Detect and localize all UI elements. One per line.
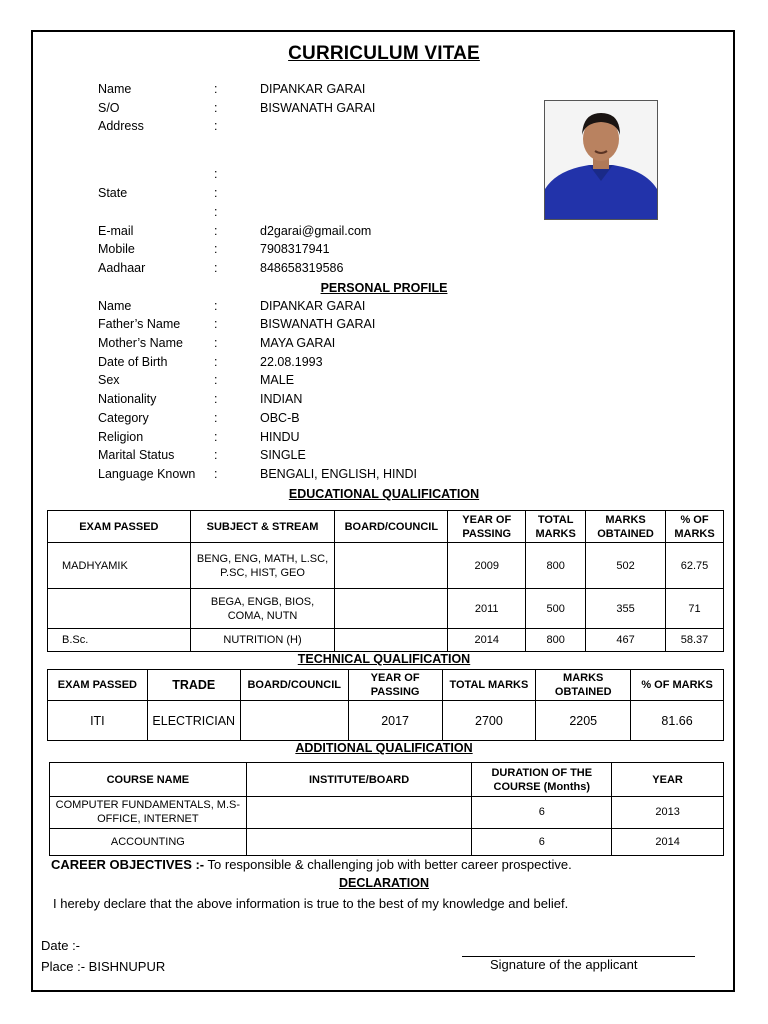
table-cell: 2014 — [448, 628, 526, 651]
value: DIPANKAR GARAI — [260, 82, 366, 96]
value: INDIAN — [260, 392, 303, 406]
person-photo-icon — [545, 101, 657, 219]
colon: : — [214, 119, 218, 133]
value: d2garai@gmail.com — [260, 224, 372, 238]
colon: : — [214, 224, 218, 238]
column-header: COURSE NAME — [50, 763, 247, 797]
value: OBC-B — [260, 411, 300, 425]
table-cell: 2017 — [348, 701, 442, 741]
column-header: % OF MARKS — [631, 670, 724, 701]
value: 848658319586 — [260, 261, 344, 275]
label: S/O — [98, 101, 120, 115]
document-title: CURRICULUM VITAE — [288, 43, 480, 64]
table-cell: ACCOUNTING — [50, 828, 247, 855]
table-cell: ITI — [48, 701, 148, 741]
value: DIPANKAR GARAI — [260, 299, 366, 313]
table-cell: 6 — [472, 797, 612, 829]
column-header: DURATION OF THE COURSE (Months) — [472, 763, 612, 797]
colon: : — [214, 448, 218, 462]
column-header: EXAM PASSED — [48, 511, 191, 543]
table-cell: BEGA, ENGB, BIOS, COMA, NUTN — [190, 589, 335, 628]
date-label: Date :- — [41, 938, 81, 953]
column-header: EXAM PASSED — [48, 670, 148, 701]
column-header: BOARD/COUNCIL — [240, 670, 348, 701]
table-cell — [240, 701, 348, 741]
column-header: BOARD/COUNCIL — [335, 511, 448, 543]
table-cell: 467 — [586, 628, 666, 651]
declaration-heading: DECLARATION — [338, 876, 430, 890]
colon: : — [214, 373, 218, 387]
table-cell: 502 — [586, 543, 666, 589]
colon: : — [214, 186, 218, 200]
educational-table — [47, 510, 724, 652]
value: HINDU — [260, 430, 300, 444]
table-cell: 2014 — [612, 828, 724, 855]
table-cell: ELECTRICIAN — [147, 701, 240, 741]
label: Name — [98, 82, 132, 96]
value: 7908317941 — [260, 242, 330, 256]
colon: : — [214, 167, 218, 181]
table-cell: 2700 — [442, 701, 536, 741]
table-row — [48, 543, 724, 589]
colon: : — [214, 411, 218, 425]
colon: : — [214, 336, 218, 350]
table-cell: COMPUTER FUNDAMENTALS, M.S-OFFICE, INTERNET — [50, 797, 247, 829]
label: Marital Status — [98, 448, 175, 462]
column-header: YEAR OF PASSING — [448, 511, 526, 543]
table-cell: 2011 — [448, 589, 526, 628]
label: Aadhaar — [98, 261, 146, 275]
signature-label: Signature of the applicant — [490, 957, 638, 972]
table-cell: 2205 — [536, 701, 631, 741]
declaration-text: I hereby declare that the above information is true to the best of my knowledge and belief. — [53, 896, 569, 911]
table-row — [50, 797, 724, 829]
table-cell: NUTRITION (H) — [190, 628, 335, 651]
label: Nationality — [98, 392, 157, 406]
table-cell: 2013 — [612, 797, 724, 829]
table-row — [48, 628, 724, 651]
table-cell: MADHYAMIK — [48, 543, 191, 589]
table-cell: 58.37 — [666, 628, 724, 651]
colon: : — [214, 205, 218, 219]
colon: : — [214, 430, 218, 444]
column-header: TOTAL MARKS — [442, 670, 536, 701]
colon: : — [214, 101, 218, 115]
career-objectives-label: CAREER OBJECTIVES :- — [51, 857, 205, 872]
label: Mobile — [98, 242, 135, 256]
column-header: MARKS OBTAINED — [586, 511, 666, 543]
label: State — [98, 186, 128, 200]
value: SINGLE — [260, 448, 306, 462]
table-cell: 6 — [472, 828, 612, 855]
column-header: TOTAL MARKS — [526, 511, 586, 543]
table-cell: BENG, ENG, MATH, L.SC, P.SC, HIST, GEO — [190, 543, 335, 589]
label: Sex — [98, 373, 120, 387]
table-cell: 62.75 — [666, 543, 724, 589]
label: Language Known — [98, 467, 196, 481]
table-cell: 2009 — [448, 543, 526, 589]
label: Father’s Name — [98, 317, 181, 331]
column-header: MARKS OBTAINED — [536, 670, 631, 701]
applicant-photo — [544, 100, 658, 220]
colon: : — [214, 299, 218, 313]
colon: : — [214, 392, 218, 406]
table-cell: 355 — [586, 589, 666, 628]
label: Address — [98, 119, 144, 133]
career-objectives-text: To responsible & challenging job with better career prospective. — [204, 857, 572, 872]
colon: : — [214, 467, 218, 481]
label: Name — [98, 299, 132, 313]
colon: : — [214, 242, 218, 256]
colon: : — [214, 261, 218, 275]
label: Category — [98, 411, 149, 425]
table-cell: B.Sc. — [48, 628, 191, 651]
table-cell: 500 — [526, 589, 586, 628]
column-header: % OF MARKS — [666, 511, 724, 543]
colon: : — [214, 355, 218, 369]
additional-heading: ADDITIONAL QUALIFICATION — [295, 741, 473, 755]
career-objectives — [51, 857, 572, 872]
table-row — [48, 701, 724, 741]
table-cell — [246, 828, 472, 855]
table-cell — [335, 543, 448, 589]
label: Mother’s Name — [98, 336, 183, 350]
personal-profile-heading: PERSONAL PROFILE — [320, 281, 448, 295]
label: Date of Birth — [98, 355, 168, 369]
value: BISWANATH GARAI — [260, 317, 376, 331]
table-cell — [335, 628, 448, 651]
column-header: SUBJECT & STREAM — [190, 511, 335, 543]
technical-table — [47, 669, 724, 741]
table-cell: 800 — [526, 628, 586, 651]
table-row — [48, 589, 724, 628]
value: BISWANATH GARAI — [260, 101, 376, 115]
value: MALE — [260, 373, 295, 387]
additional-table — [49, 762, 724, 856]
table-row — [50, 828, 724, 855]
table-cell: 800 — [526, 543, 586, 589]
value: BENGALI, ENGLISH, HINDI — [260, 467, 417, 481]
label: Religion — [98, 430, 144, 444]
value: 22.08.1993 — [260, 355, 323, 369]
table-cell — [335, 589, 448, 628]
table-cell — [48, 589, 191, 628]
column-header: TRADE — [147, 670, 240, 701]
colon: : — [214, 317, 218, 331]
column-header: INSTITUTE/BOARD — [246, 763, 472, 797]
label: E-mail — [98, 224, 134, 238]
table-cell — [246, 797, 472, 829]
place-label: Place :- BISHNUPUR — [41, 959, 166, 974]
column-header: YEAR OF PASSING — [348, 670, 442, 701]
value: MAYA GARAI — [260, 336, 336, 350]
technical-heading: TECHNICAL QUALIFICATION — [297, 652, 471, 666]
table-cell: 71 — [666, 589, 724, 628]
colon: : — [214, 82, 218, 96]
table-cell: 81.66 — [631, 701, 724, 741]
educational-heading: EDUCATIONAL QUALIFICATION — [288, 487, 480, 501]
column-header: YEAR — [612, 763, 724, 797]
